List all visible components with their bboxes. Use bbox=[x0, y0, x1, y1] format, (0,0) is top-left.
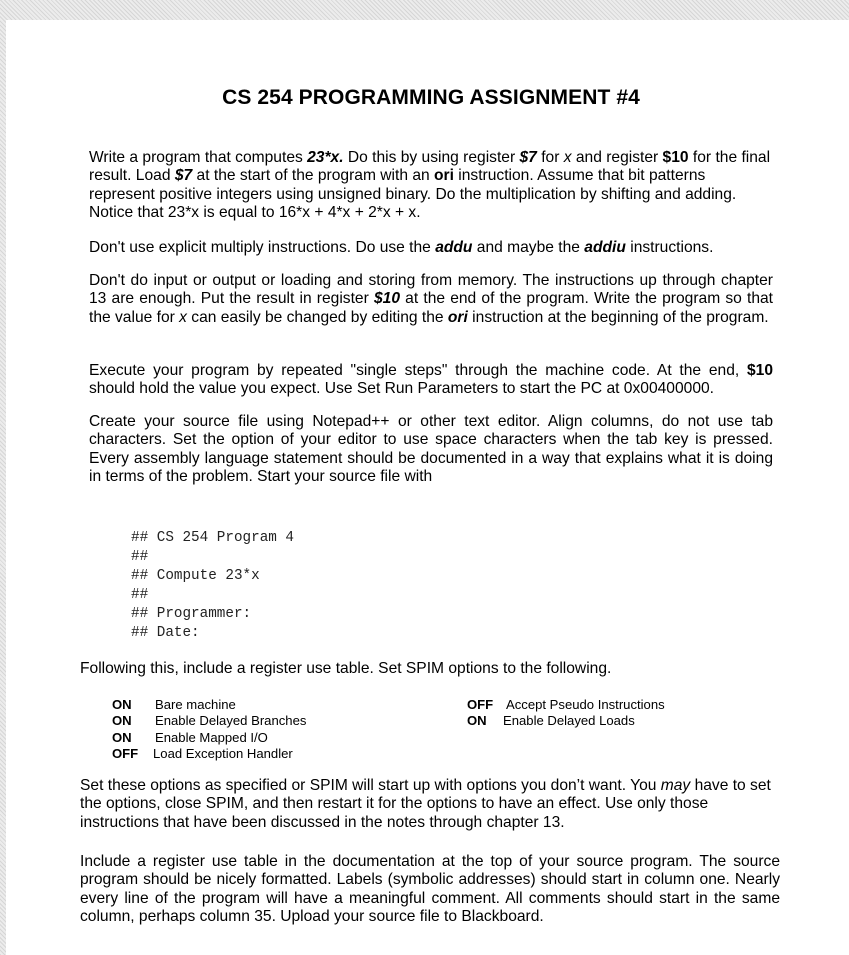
code-line: ## bbox=[131, 586, 149, 603]
code-line: ## Programmer: bbox=[131, 605, 252, 622]
paragraph-multiply-rule: Don't use explicit multiply instructions. Do use the addu and maybe the addiu instructions. bbox=[89, 239, 714, 256]
code-header-block bbox=[131, 529, 294, 642]
option-row bbox=[112, 713, 306, 729]
paragraph-source-file: Create your source file using Notepad++ or other text editor. Align columns, do not use tab characters. Set the option of your editor to use space characters when the tab key is pressed. Every assembly language statement should be documented in a way that explains what it is doing in terms of the problem. Start your source file with bbox=[89, 413, 773, 486]
page-title: CS 254 PROGRAMMING ASSIGNMENT #4 bbox=[222, 86, 640, 109]
emphasis-may: may bbox=[660, 777, 691, 794]
option-label: Accept Pseudo Instructions bbox=[506, 697, 665, 712]
addu-instruction: addu bbox=[435, 239, 473, 256]
spim-options-left bbox=[112, 697, 306, 762]
code-line: ## Date: bbox=[131, 624, 200, 641]
option-label: Enable Mapped I/O bbox=[155, 729, 268, 745]
register-10-result: $10 bbox=[373, 290, 401, 308]
ori-instruction: ori bbox=[447, 308, 468, 326]
code-line: ## CS 254 Program 4 bbox=[131, 530, 295, 546]
register-10-final: $10 bbox=[746, 362, 773, 379]
option-label: Load Exception Handler bbox=[153, 745, 293, 761]
option-row bbox=[467, 713, 665, 729]
register-7: $7 bbox=[519, 149, 537, 166]
paragraph-following: Following this, include a register use table. Set SPIM options to the following. bbox=[80, 660, 612, 677]
option-state: OFF bbox=[112, 745, 139, 761]
option-row bbox=[112, 697, 306, 713]
option-row bbox=[112, 746, 306, 762]
register-10: $10 bbox=[662, 149, 689, 166]
option-state: OFF bbox=[467, 697, 494, 712]
register-7-load: $7 bbox=[174, 167, 193, 185]
option-label: Enable Delayed Loads bbox=[503, 713, 635, 729]
paragraph-options-note: Set these options as specified or SPIM will start up with options you don’t want. You may have to set the options, close SPIM, and then restart it for the options to have an effect. Use only those instructions that have been discussed in the notes through chapter 13. bbox=[80, 777, 771, 831]
variable-x: x bbox=[563, 149, 572, 166]
expression-23x: 23*x. bbox=[307, 149, 344, 166]
option-row bbox=[112, 730, 306, 746]
spim-options-right bbox=[467, 697, 665, 730]
option-state: ON bbox=[112, 729, 132, 745]
option-state: ON bbox=[467, 713, 487, 729]
option-state: ON bbox=[112, 697, 132, 712]
code-line: ## Compute 23*x bbox=[131, 567, 260, 584]
option-label: Enable Delayed Branches bbox=[155, 713, 307, 729]
paragraph-task: Write a program that computes 23*x. Do this by using register $7 for x and register $10 for the final result. Load $7 at the start of the program with an ori instruction. Assume that bit patterns represent positive integers using unsigned binary. Do the multiplication by shifting and adding. Notice that 23*x is equal to 16*x + 4*x + 2*x + x. bbox=[89, 149, 771, 222]
option-row bbox=[467, 697, 665, 713]
option-label: Bare machine bbox=[155, 697, 236, 712]
variable-x: x bbox=[179, 308, 187, 326]
paragraph-io-rule: Don't do input or output or loading and storing from memory. The instructions up through chapter 13 are enough. Put the result in register $10 at the end of the program. Write the program so that the value for x can easily be changed by editing the ori instruction at the beginning of the program. bbox=[89, 272, 774, 326]
paragraph-execute: Execute your program by repeated "single steps" through the machine code. At the end, $10 should hold the value you expect. Use Set Run Parameters to start the PC at 0x00400000. bbox=[89, 362, 773, 398]
ori-instruction: ori bbox=[434, 167, 454, 185]
code-line: ## bbox=[131, 548, 149, 565]
document-page bbox=[6, 20, 849, 955]
addiu-instruction: addiu bbox=[584, 239, 626, 256]
option-state: ON bbox=[112, 713, 132, 729]
paragraph-register-table: Include a register use table in the documentation at the top of your source program. The source program should be nicely formatted. Labels (symbolic addresses) should start in column one. Nearly every line of the program will have a meaningful comment. All comments should start in the same column, perhaps column 35. Upload your source file to Blackboard. bbox=[80, 853, 780, 926]
